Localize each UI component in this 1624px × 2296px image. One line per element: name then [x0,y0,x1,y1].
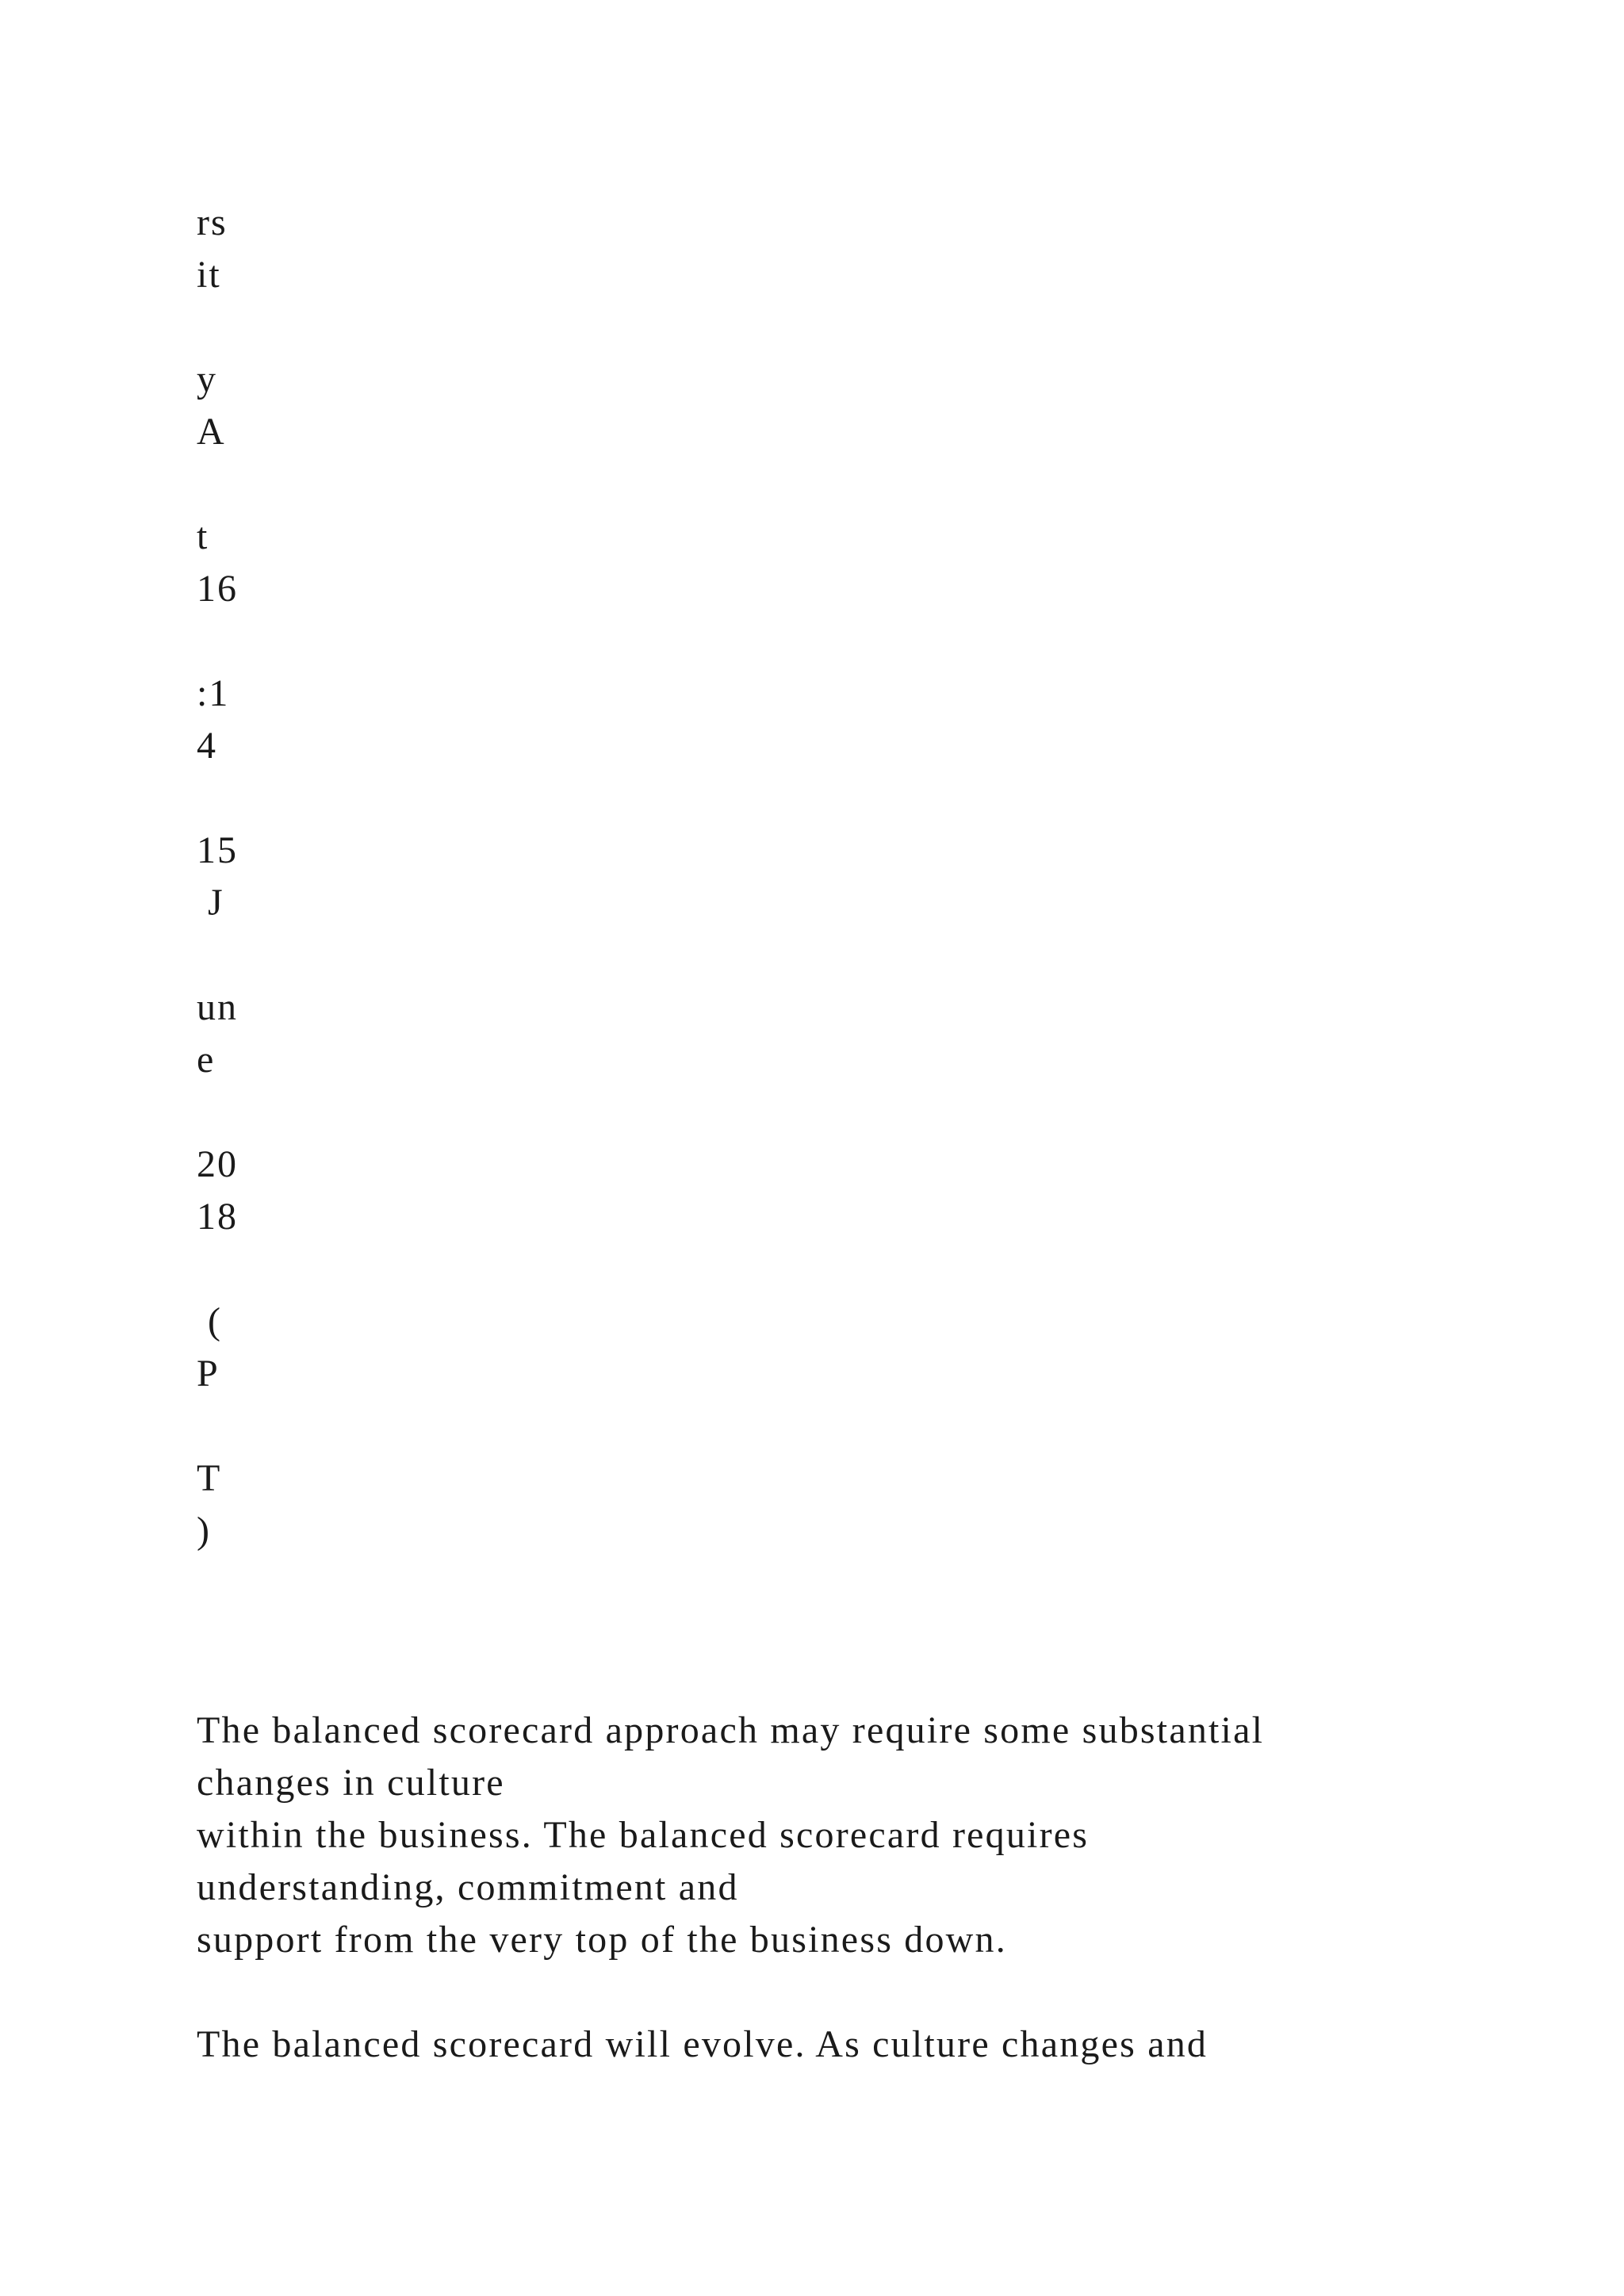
text-line: The balanced scorecard will evolve. As culture changes and [197,2023,1208,2065]
fragment-gap [197,772,514,825]
fragment-line: 4 [197,725,217,767]
fragment-gap [197,1400,514,1452]
paragraph-gap [197,1966,1505,2019]
fragment-line: P [197,1353,220,1395]
fragment-line: T [197,1457,222,1499]
text-line: within the business. The balanced scorecard requires [197,1814,1090,1856]
fragment-gap [197,1086,514,1138]
fragment-line: 16 [197,568,238,610]
fragment-line: y [197,358,217,400]
body-text [197,1705,1505,2071]
fragment-line: ) [197,1510,211,1552]
fragment-line: un [197,986,238,1028]
fragment-line: 18 [197,1196,238,1238]
fragment-line: :1 [197,672,230,714]
fragment-gap [197,615,514,668]
fragment-gap [197,929,514,982]
fragment-line: A [197,411,226,453]
text-line: changes in culture [197,1762,505,1804]
fragment-line: t [197,515,209,557]
paragraph-2 [197,2019,1505,2071]
fragment-line: e [197,1039,216,1081]
fragment-line: it [197,254,221,296]
fragment-gap [197,458,514,511]
text-line: The balanced scorecard approach may require some substantial [197,1709,1265,1751]
paragraph-1 [197,1705,1505,1966]
fragment-line: ( [197,1300,222,1342]
fragment-gap [197,1243,514,1295]
fragment-line: rs [197,201,228,243]
text-line: support from the very top of the business down. [197,1919,1007,1961]
fragment-line: 20 [197,1143,238,1185]
vertical-text-fragments [197,197,514,1557]
fragment-line: 15 [197,829,238,871]
fragment-line: J [197,882,224,924]
text-line: understanding, commitment and [197,1866,739,1908]
fragment-gap [197,301,514,354]
